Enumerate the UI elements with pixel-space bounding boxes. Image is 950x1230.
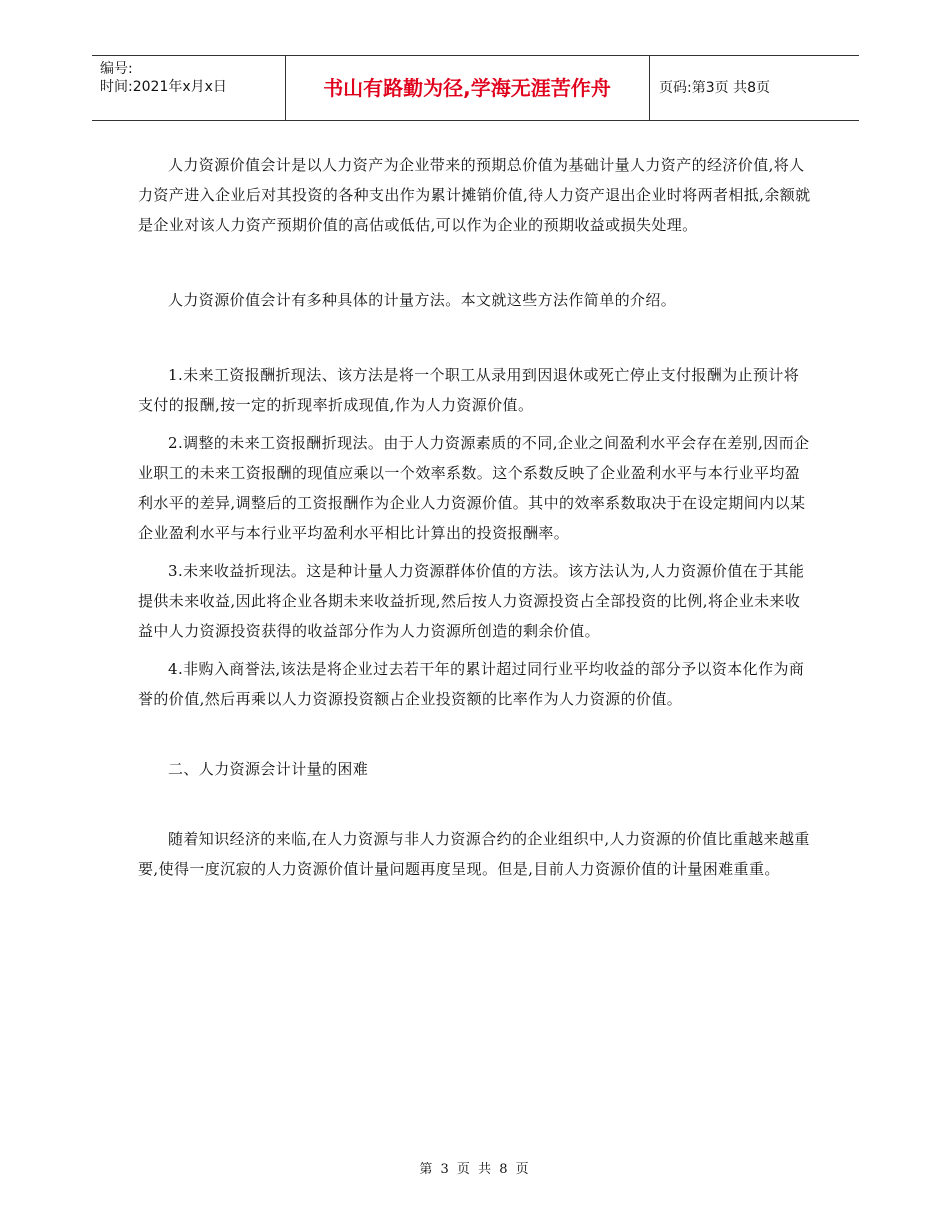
header-motto: 书山有路勤为径,学海无涯苦作舟 xyxy=(323,76,611,100)
method-item-2: 2.调整的未来工资报酬折现法。由于人力资源素质的不同,企业之间盈利水平会存在差别,因而企业职工的未来工资报酬的现值应乘以一个效率系数。这个系数反映了企业盈利水平与本行业平均盈利水平的差异,调整后的工资报酬作为企业人力资源价值。其中的效率系数取决于在设定期间内以某企业盈利水平与本行业平均盈利水平相比计算出的投资报酬率。 xyxy=(138,434,810,542)
body-paragraph: 随着知识经济的来临,在人力资源与非人力资源合约的企业组织中,人力资源的价值比重越来越重要,使得一度沉寂的人力资源价值计量问题再度呈现。但是,目前人力资源价值的计量困难重重。 xyxy=(138,830,810,878)
document-number-label: 编号: xyxy=(100,61,133,77)
header-divider xyxy=(649,56,650,120)
header-meta xyxy=(100,60,227,96)
page-header xyxy=(92,55,859,121)
method-item-1: 1.未来工资报酬折现法、该方法是将一个职工从录用到因退休或死亡停止支付报酬为止预计将支付的报酬,按一定的折现率折成现值,作为人力资源价值。 xyxy=(138,366,800,414)
body-paragraph: 人力资源价值会计有多种具体的计量方法。本文就这些方法作简单的介绍。 xyxy=(168,291,677,309)
document-time-label: 时间:2021年x月x日 xyxy=(100,79,227,95)
header-divider xyxy=(285,56,286,120)
header-page-info: 页码:第3页 共8页 xyxy=(659,80,770,96)
method-item-4: 4.非购入商誉法,该法是将企业过去若干年的累计超过同行业平均收益的部分予以资本化作为商誉的价值,然后再乘以人力资源投资额占企业投资额的比率作为人力资源的价值。 xyxy=(138,660,805,708)
section-heading: 二、人力资源会计计量的困难 xyxy=(168,760,369,778)
document-body xyxy=(138,150,814,884)
method-item-3: 3.未来收益折现法。这是种计量人力资源群体价值的方法。该方法认为,人力资源价值在于其能提供未来收益,因此将企业各期未来收益折现,然后按人力资源投资占全部投资的比例,将企业未来收益中人力资源投资获得的收益部分作为人力资源所创造的剩余价值。 xyxy=(138,562,805,640)
body-paragraph: 人力资源价值会计是以人力资产为企业带来的预期总价值为基础计量人力资产的经济价值,将人力资产进入企业后对其投资的各种支出作为累计摊销价值,待人力资产退出企业时将两者相抵,余额就是企业对该人力资产预期价值的高估或低估,可以作为企业的预期收益或损失处理。 xyxy=(138,156,811,234)
page-footer: 第 3 页 共 8 页 xyxy=(419,1162,531,1177)
